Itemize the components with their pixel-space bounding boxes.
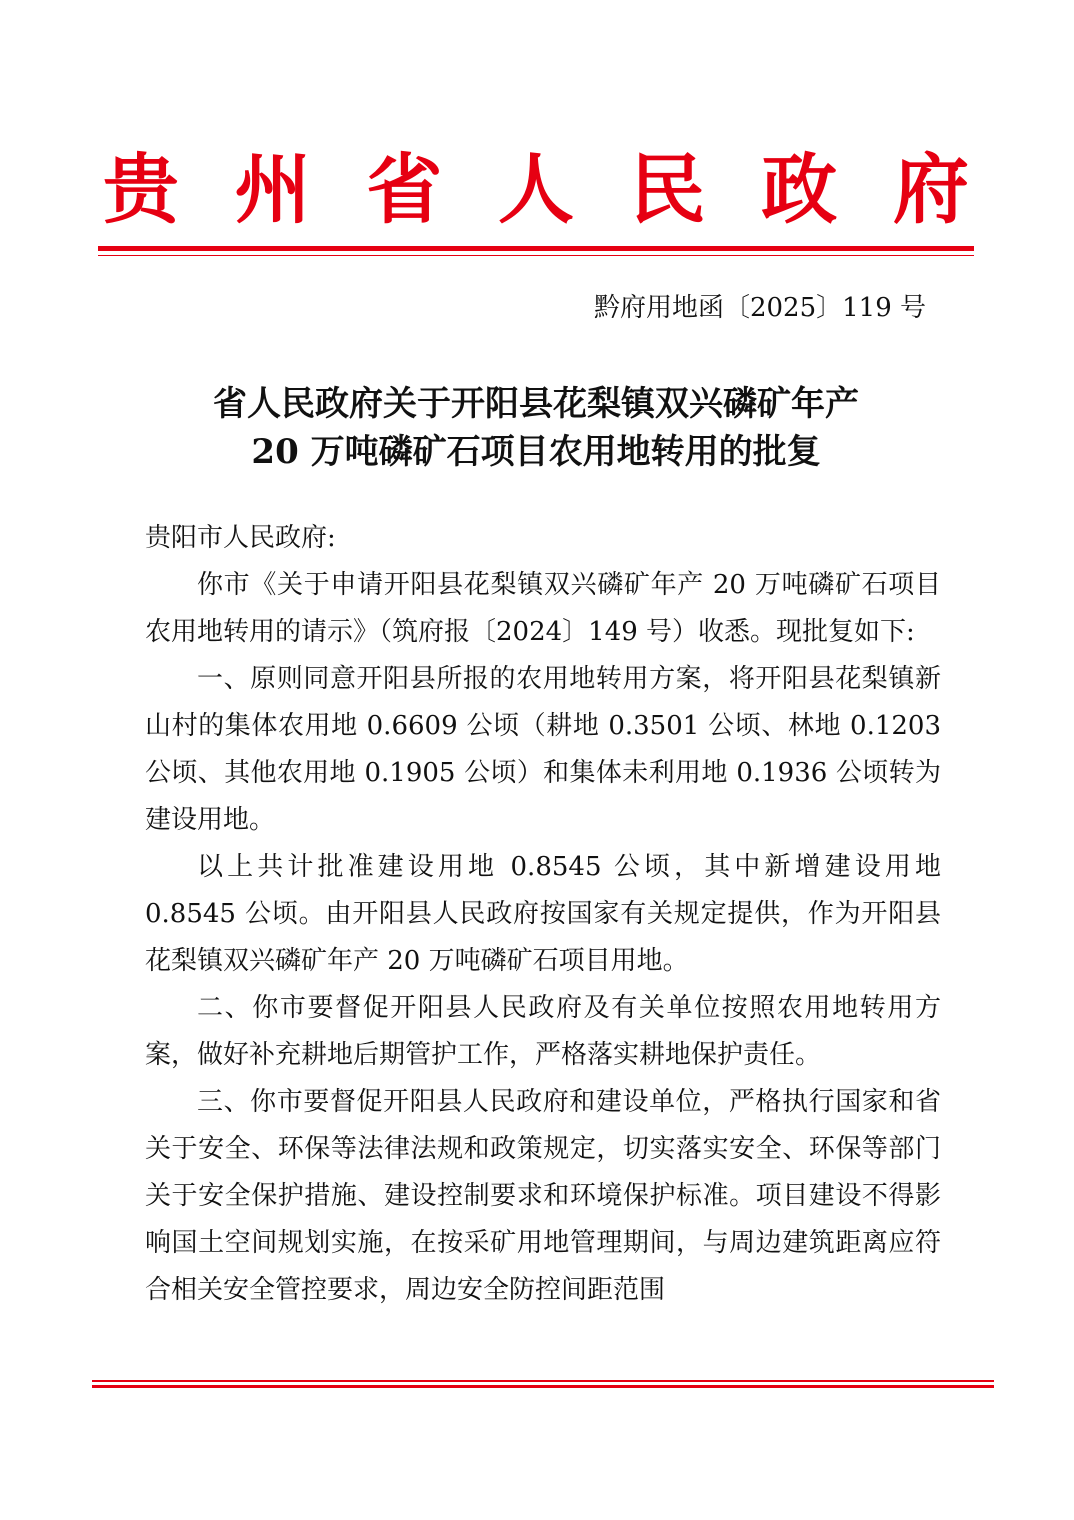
- title-line-2: 20 万吨磷矿石项目农用地转用的批复: [251, 432, 821, 472]
- footer-divider-thin: [92, 1380, 994, 1382]
- footer-divider: [92, 1385, 994, 1388]
- masthead-char: 府: [892, 145, 969, 234]
- body-paragraph: 三、你市要督促开阳县人民政府和建设单位，严格执行国家和省关于安全、环保等法律法规和政策规定，切实落实安全、环保等部门关于安全保护措施、建设控制要求和环境保护标准。项目建设不得影响国土空间规划实施，在按采矿用地管理期间，与周边建筑距离应符合相关安全管控要求，周边安全防控间距范围: [145, 1087, 941, 1305]
- title-line-1: 省人民政府关于开阳县花梨镇双兴磷矿年产: [213, 384, 859, 424]
- masthead-char: 人: [497, 145, 574, 234]
- masthead-char: 省: [366, 145, 443, 234]
- body-paragraph: 你市《关于申请开阳县花梨镇双兴磷矿年产 20 万吨磷矿石项目农用地转用的请示》（筑府报〔2024〕149 号）收悉。现批复如下:: [145, 570, 941, 647]
- masthead-char: 民: [629, 145, 706, 234]
- document-title: [96, 380, 976, 476]
- document-body: [145, 515, 941, 1314]
- masthead: [96, 140, 976, 240]
- document-number: 黔府用地函〔2025〕119 号: [593, 293, 926, 323]
- body-paragraph: 二、你市要督促开阳县人民政府及有关单位按照农用地转用方案，做好补充耕地后期管护工作，严格落实耕地保护责任。: [145, 993, 941, 1070]
- masthead-char: 贵: [103, 145, 179, 234]
- header-divider: [98, 246, 974, 251]
- salutation: 贵阳市人民政府:: [145, 523, 336, 553]
- header-divider-thin: [98, 255, 974, 256]
- body-paragraph: 一、原则同意开阳县所报的农用地转用方案，将开阳县花梨镇新山村的集体农用地 0.6609 公顷（耕地 0.3501 公顷、林地 0.1203 公顷、其他农用地 0.1905 公顷）和集体未利用地 0.1936 公顷转为建设用地。: [145, 664, 941, 835]
- body-paragraph: 以上共计批准建设用地 0.8545 公顷，其中新增建设用地 0.8545 公顷。由开阳县人民政府按国家有关规定提供，作为开阳县花梨镇双兴磷矿年产 20 万吨磷矿石项目用地。: [145, 852, 941, 976]
- masthead-char: 政: [761, 145, 838, 234]
- masthead-char: 州: [234, 145, 311, 234]
